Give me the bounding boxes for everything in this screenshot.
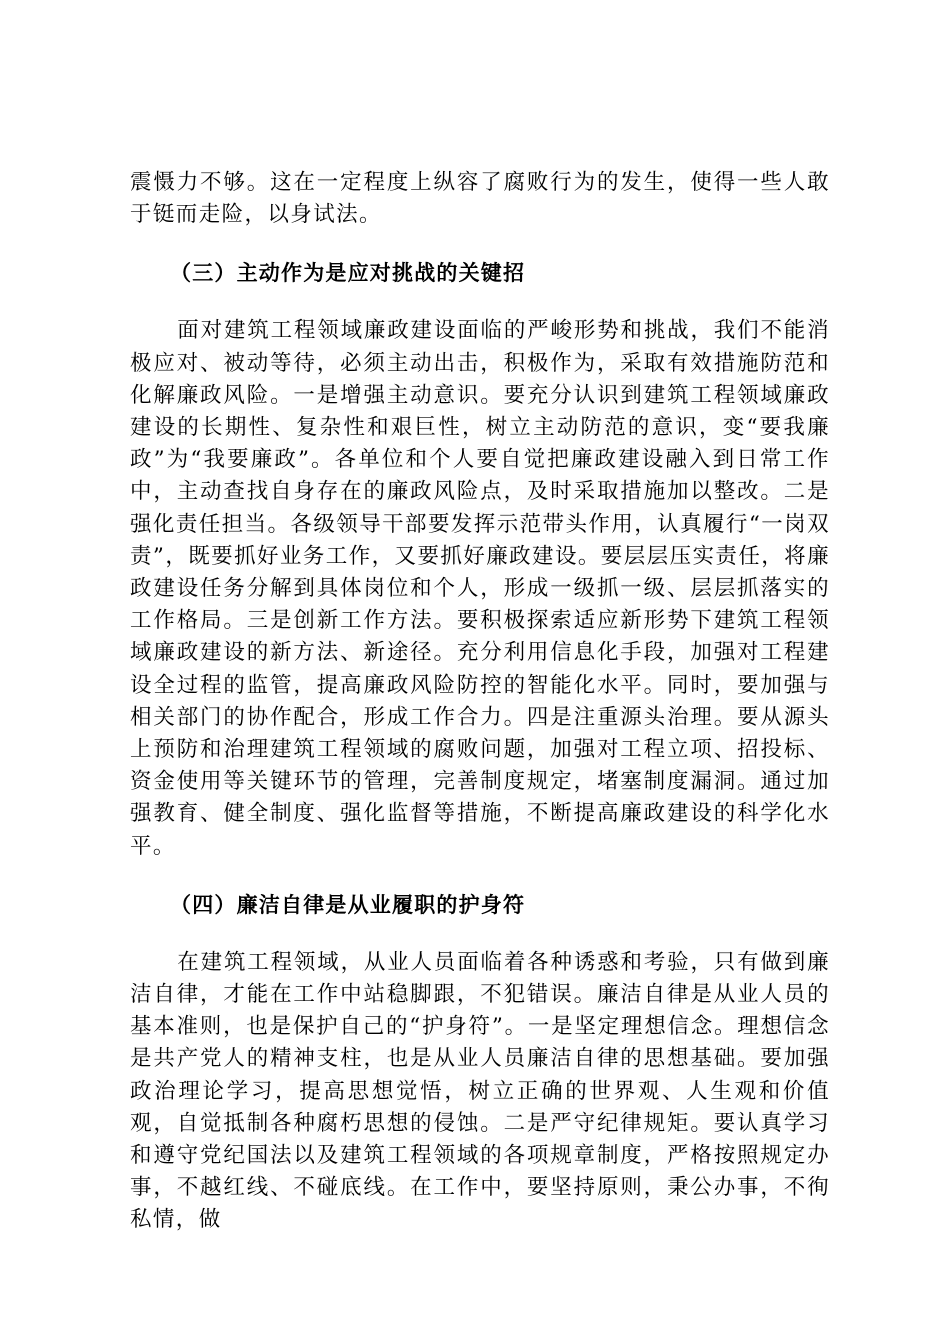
paragraph-section-4: 在建筑工程领域，从业人员面临着各种诱惑和考验，只有做到廉洁自律，才能在工作中站稳脚跟，不犯错误。廉洁自律是从业人员的基本准则，也是保护自己的“护身符”。一是坚定理想信念。理想信念是共产党人的精神支柱，也是从业人员廉洁自律的思想基础。要加强政治理论学习，提高思想觉悟，树立正确的世界观、人生观和价值观，自觉抵制各种腐朽思想的侵蚀。二是严守纪律规矩。要认真学习和遵守党纪国法以及建筑工程领域的各项规章制度，严格按照规定办事，不越红线、不碰底线。在工作中，要坚持原则，秉公办事，不徇私情，做 bbox=[130, 949, 830, 1233]
paragraph-continued: 震慑力不够。这在一定程度上纵容了腐败行为的发生，使得一些人敢于铤而走险，以身试法。 bbox=[130, 170, 830, 228]
paragraph-section-3: 面对建筑工程领域廉政建设面临的严峻形势和挑战，我们不能消极应对、被动等待，必须主动出击，积极作为，采取有效措施防范和化解廉政风险。一是增强主动意识。要充分认识到建筑工程领域廉政建设的长期性、复杂性和艰巨性，树立主动防范的意识，变“要我廉政”为“我要廉政”。各单位和个人要自觉把廉政建设融入到日常工作中，主动查找自身存在的廉政风险点，及时采取措施加以整改。二是强化责任担当。各级领导干部要发挥示范带头作用，认真履行“一岗双责”，既要抓好业务工作，又要抓好廉政建设。要层层压实责任，将廉政建设任务分解到具体岗位和个人，形成一级抓一级、层层抓落实的工作格局。三是创新工作方法。要积极探索适应新形势下建筑工程领域廉政建设的新方法、新途径。充分利用信息化手段，加强对工程建设全过程的监管，提高廉政风险防控的智能化水平。同时，要加强与相关部门的协作配合，形成工作合力。四是注重源头治理。要从源头上预防和治理建筑工程领域的腐败问题，加强对工程立项、招投标、资金使用等关键环节的管理，完善制度规定，堵塞制度漏洞。通过加强教育、健全制度、强化监督等措施，不断提高廉政建设的科学化水平。 bbox=[130, 318, 830, 859]
section-heading-4: （四）廉洁自律是从业履职的护身符 bbox=[170, 892, 526, 917]
document-body bbox=[130, 167, 830, 1237]
section-heading-3: （三）主动作为是应对挑战的关键招 bbox=[170, 261, 526, 286]
